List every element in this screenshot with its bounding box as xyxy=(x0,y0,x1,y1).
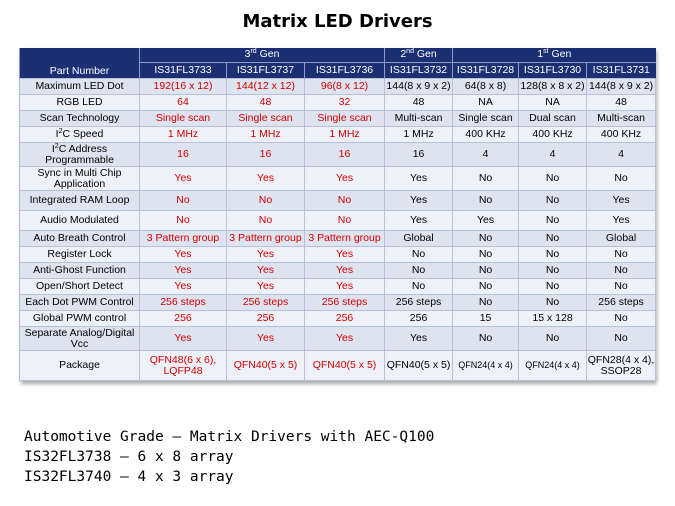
table-row xyxy=(20,143,656,167)
table-cell: No xyxy=(587,247,656,263)
table-cell: Yes xyxy=(385,191,453,211)
table-cell: QFN28(4 x 4), SSOP28 xyxy=(587,351,656,381)
table-cell: 16 xyxy=(140,143,227,167)
table-cell: 256 steps xyxy=(385,295,453,311)
row-label: Anti-Ghost Function xyxy=(20,263,140,279)
table-cell: No xyxy=(453,263,519,279)
table-row xyxy=(20,311,656,327)
comparison-table-container xyxy=(19,48,655,381)
table-cell: No xyxy=(227,211,305,231)
table-cell: No xyxy=(519,247,587,263)
table-cell: QFN48(6 x 6), LQFP48 xyxy=(140,351,227,381)
table-cell: NA xyxy=(453,95,519,111)
table-cell: 144(12 x 12) xyxy=(227,79,305,95)
table-cell: 144(8 x 9 x 2) xyxy=(385,79,453,95)
table-cell: No xyxy=(519,211,587,231)
table-cell: 16 xyxy=(227,143,305,167)
row-label: Package xyxy=(20,351,140,381)
table-cell: No xyxy=(587,311,656,327)
table-cell: Single scan xyxy=(227,111,305,127)
table-cell: No xyxy=(519,231,587,247)
table-cell: No xyxy=(453,327,519,351)
table-cell: 256 xyxy=(227,311,305,327)
table-cell: 1 MHz xyxy=(227,127,305,143)
table-cell: Yes xyxy=(140,247,227,263)
table-cell: 15 x 128 xyxy=(519,311,587,327)
table-row xyxy=(20,127,656,143)
table-row xyxy=(20,263,656,279)
table-cell: 256 steps xyxy=(140,295,227,311)
table-row xyxy=(20,95,656,111)
gen2-header: 2nd Gen xyxy=(385,48,453,63)
row-label: Audio Modulated xyxy=(20,211,140,231)
table-row xyxy=(20,279,656,295)
table-cell: No xyxy=(587,327,656,351)
row-label: Sync in Multi Chip Application xyxy=(20,167,140,191)
table-cell: 4 xyxy=(519,143,587,167)
part-header-cell: IS31FL3737 xyxy=(227,63,305,79)
table-cell: 256 steps xyxy=(305,295,385,311)
table-cell: 48 xyxy=(385,95,453,111)
table-row xyxy=(20,351,656,381)
row-label: Register Lock xyxy=(20,247,140,263)
table-cell: 256 xyxy=(140,311,227,327)
row-label: $I^2C$ Address Programmable xyxy=(20,143,140,167)
table-cell: 15 xyxy=(453,311,519,327)
table-cell: Yes xyxy=(305,327,385,351)
row-label: Each Dot PWM Control xyxy=(20,295,140,311)
table-cell: Yes xyxy=(140,167,227,191)
table-cell: QFN40(5 x 5) xyxy=(305,351,385,381)
table-cell: No xyxy=(453,295,519,311)
part-header-cell: IS31FL3731 xyxy=(587,63,656,79)
table-cell: 3 Pattern group xyxy=(140,231,227,247)
table-cell: 64 xyxy=(140,95,227,111)
row-label: Global PWM control xyxy=(20,311,140,327)
part-header-cell: IS31FL3736 xyxy=(305,63,385,79)
table-cell: 1 MHz xyxy=(305,127,385,143)
table-cell: No xyxy=(453,231,519,247)
gen1-header: 1st Gen xyxy=(453,48,656,63)
table-cell: No xyxy=(305,191,385,211)
table-cell: Yes xyxy=(227,263,305,279)
part-header-cell: IS31FL3730 xyxy=(519,63,587,79)
table-cell: QFN24(4 x 4) xyxy=(519,351,587,381)
part-header-cell: IS31FL3728 xyxy=(453,63,519,79)
table-cell: Yes xyxy=(385,167,453,191)
table-cell: 128(8 x 8 x 2) xyxy=(519,79,587,95)
table-row xyxy=(20,191,656,211)
table-cell: No xyxy=(140,211,227,231)
part-header-cell: IS31FL3732 xyxy=(385,63,453,79)
table-cell: No xyxy=(227,191,305,211)
row-label: $I^2C$ Speed xyxy=(20,127,140,143)
table-cell: Global xyxy=(587,231,656,247)
table-cell: No xyxy=(140,191,227,211)
table-cell: Multi-scan xyxy=(385,111,453,127)
table-cell: Yes xyxy=(385,327,453,351)
table-cell: Yes xyxy=(587,211,656,231)
table-row xyxy=(20,247,656,263)
table-cell: No xyxy=(453,247,519,263)
table-cell: Yes xyxy=(140,279,227,295)
row-label: Scan Technology xyxy=(20,111,140,127)
part-number-header: Part Number xyxy=(20,48,140,79)
table-cell: 1 MHz xyxy=(385,127,453,143)
table-cell: No xyxy=(453,191,519,211)
table-cell: 64(8 x 8) xyxy=(453,79,519,95)
table-cell: No xyxy=(519,295,587,311)
table-cell: 16 xyxy=(305,143,385,167)
table-cell: No xyxy=(385,263,453,279)
table-cell: 256 steps xyxy=(227,295,305,311)
table-cell: 400 KHz xyxy=(519,127,587,143)
generation-header-row xyxy=(20,48,656,63)
table-cell: No xyxy=(385,247,453,263)
row-label: Integrated RAM Loop xyxy=(20,191,140,211)
notes-block xyxy=(24,427,434,487)
table-cell: No xyxy=(587,263,656,279)
table-cell: Yes xyxy=(227,167,305,191)
table-cell: Global xyxy=(385,231,453,247)
table-cell: 256 xyxy=(305,311,385,327)
table-cell: 1 MHz xyxy=(140,127,227,143)
table-cell: No xyxy=(453,167,519,191)
part-header-cell: IS31FL3733 xyxy=(140,63,227,79)
table-cell: 4 xyxy=(587,143,656,167)
table-row xyxy=(20,211,656,231)
table-cell: 3 Pattern group xyxy=(227,231,305,247)
table-cell: 256 xyxy=(385,311,453,327)
table-cell: Yes xyxy=(305,167,385,191)
table-cell: 400 KHz xyxy=(587,127,656,143)
note-line: Automotive Grade – Matrix Drivers with AEC-Q100 xyxy=(24,429,435,445)
table-cell: 144(8 x 9 x 2) xyxy=(587,79,656,95)
page-title: Matrix LED Drivers xyxy=(242,11,433,32)
table-cell: 400 KHz xyxy=(453,127,519,143)
table-cell: 3 Pattern group xyxy=(305,231,385,247)
table-cell: Yes xyxy=(140,263,227,279)
table-row xyxy=(20,295,656,311)
table-cell: Yes xyxy=(305,247,385,263)
table-cell: Yes xyxy=(227,327,305,351)
table-row xyxy=(20,231,656,247)
table-cell: No xyxy=(453,279,519,295)
table-cell: 48 xyxy=(587,95,656,111)
table-cell: 256 steps xyxy=(587,295,656,311)
table-cell: Yes xyxy=(453,211,519,231)
comparison-table xyxy=(19,48,656,381)
table-row xyxy=(20,167,656,191)
table-cell: No xyxy=(519,327,587,351)
table-cell: No xyxy=(587,167,656,191)
row-label: RGB LED xyxy=(20,95,140,111)
table-cell: No xyxy=(519,167,587,191)
table-cell: Single scan xyxy=(453,111,519,127)
table-cell: Single scan xyxy=(305,111,385,127)
table-cell: Dual scan xyxy=(519,111,587,127)
table-cell: Multi-scan xyxy=(587,111,656,127)
table-cell: 16 xyxy=(385,143,453,167)
gen3-header: 3rd Gen xyxy=(140,48,385,63)
note-line: IS32FL3738 – 6 x 8 array xyxy=(24,449,234,465)
table-cell: QFN40(5 x 5) xyxy=(385,351,453,381)
table-cell: No xyxy=(519,191,587,211)
row-label: Maximum LED Dot xyxy=(20,79,140,95)
table-cell: Yes xyxy=(305,263,385,279)
table-cell: Yes xyxy=(227,279,305,295)
table-cell: No xyxy=(519,263,587,279)
table-cell: Yes xyxy=(227,247,305,263)
table-row xyxy=(20,111,656,127)
table-cell: NA xyxy=(519,95,587,111)
row-label: Separate Analog/Digital Vcc xyxy=(20,327,140,351)
row-label: Auto Breath Control xyxy=(20,231,140,247)
table-cell: 48 xyxy=(227,95,305,111)
table-cell: QFN40(5 x 5) xyxy=(227,351,305,381)
table-cell: 4 xyxy=(453,143,519,167)
table-cell: Single scan xyxy=(140,111,227,127)
note-line: IS32FL3740 – 4 x 3 array xyxy=(24,469,234,485)
table-cell: Yes xyxy=(587,191,656,211)
table-cell: No xyxy=(587,279,656,295)
table-cell: No xyxy=(305,211,385,231)
table-cell: 96(8 x 12) xyxy=(305,79,385,95)
table-cell: No xyxy=(519,279,587,295)
table-cell: No xyxy=(385,279,453,295)
row-label: Open/Short Detect xyxy=(20,279,140,295)
table-row xyxy=(20,327,656,351)
table-cell: 32 xyxy=(305,95,385,111)
table-cell: Yes xyxy=(385,211,453,231)
table-row xyxy=(20,79,656,95)
table-cell: Yes xyxy=(305,279,385,295)
table-cell: Yes xyxy=(140,327,227,351)
table-cell: QFN24(4 x 4) xyxy=(453,351,519,381)
table-cell: 192(16 x 12) xyxy=(140,79,227,95)
